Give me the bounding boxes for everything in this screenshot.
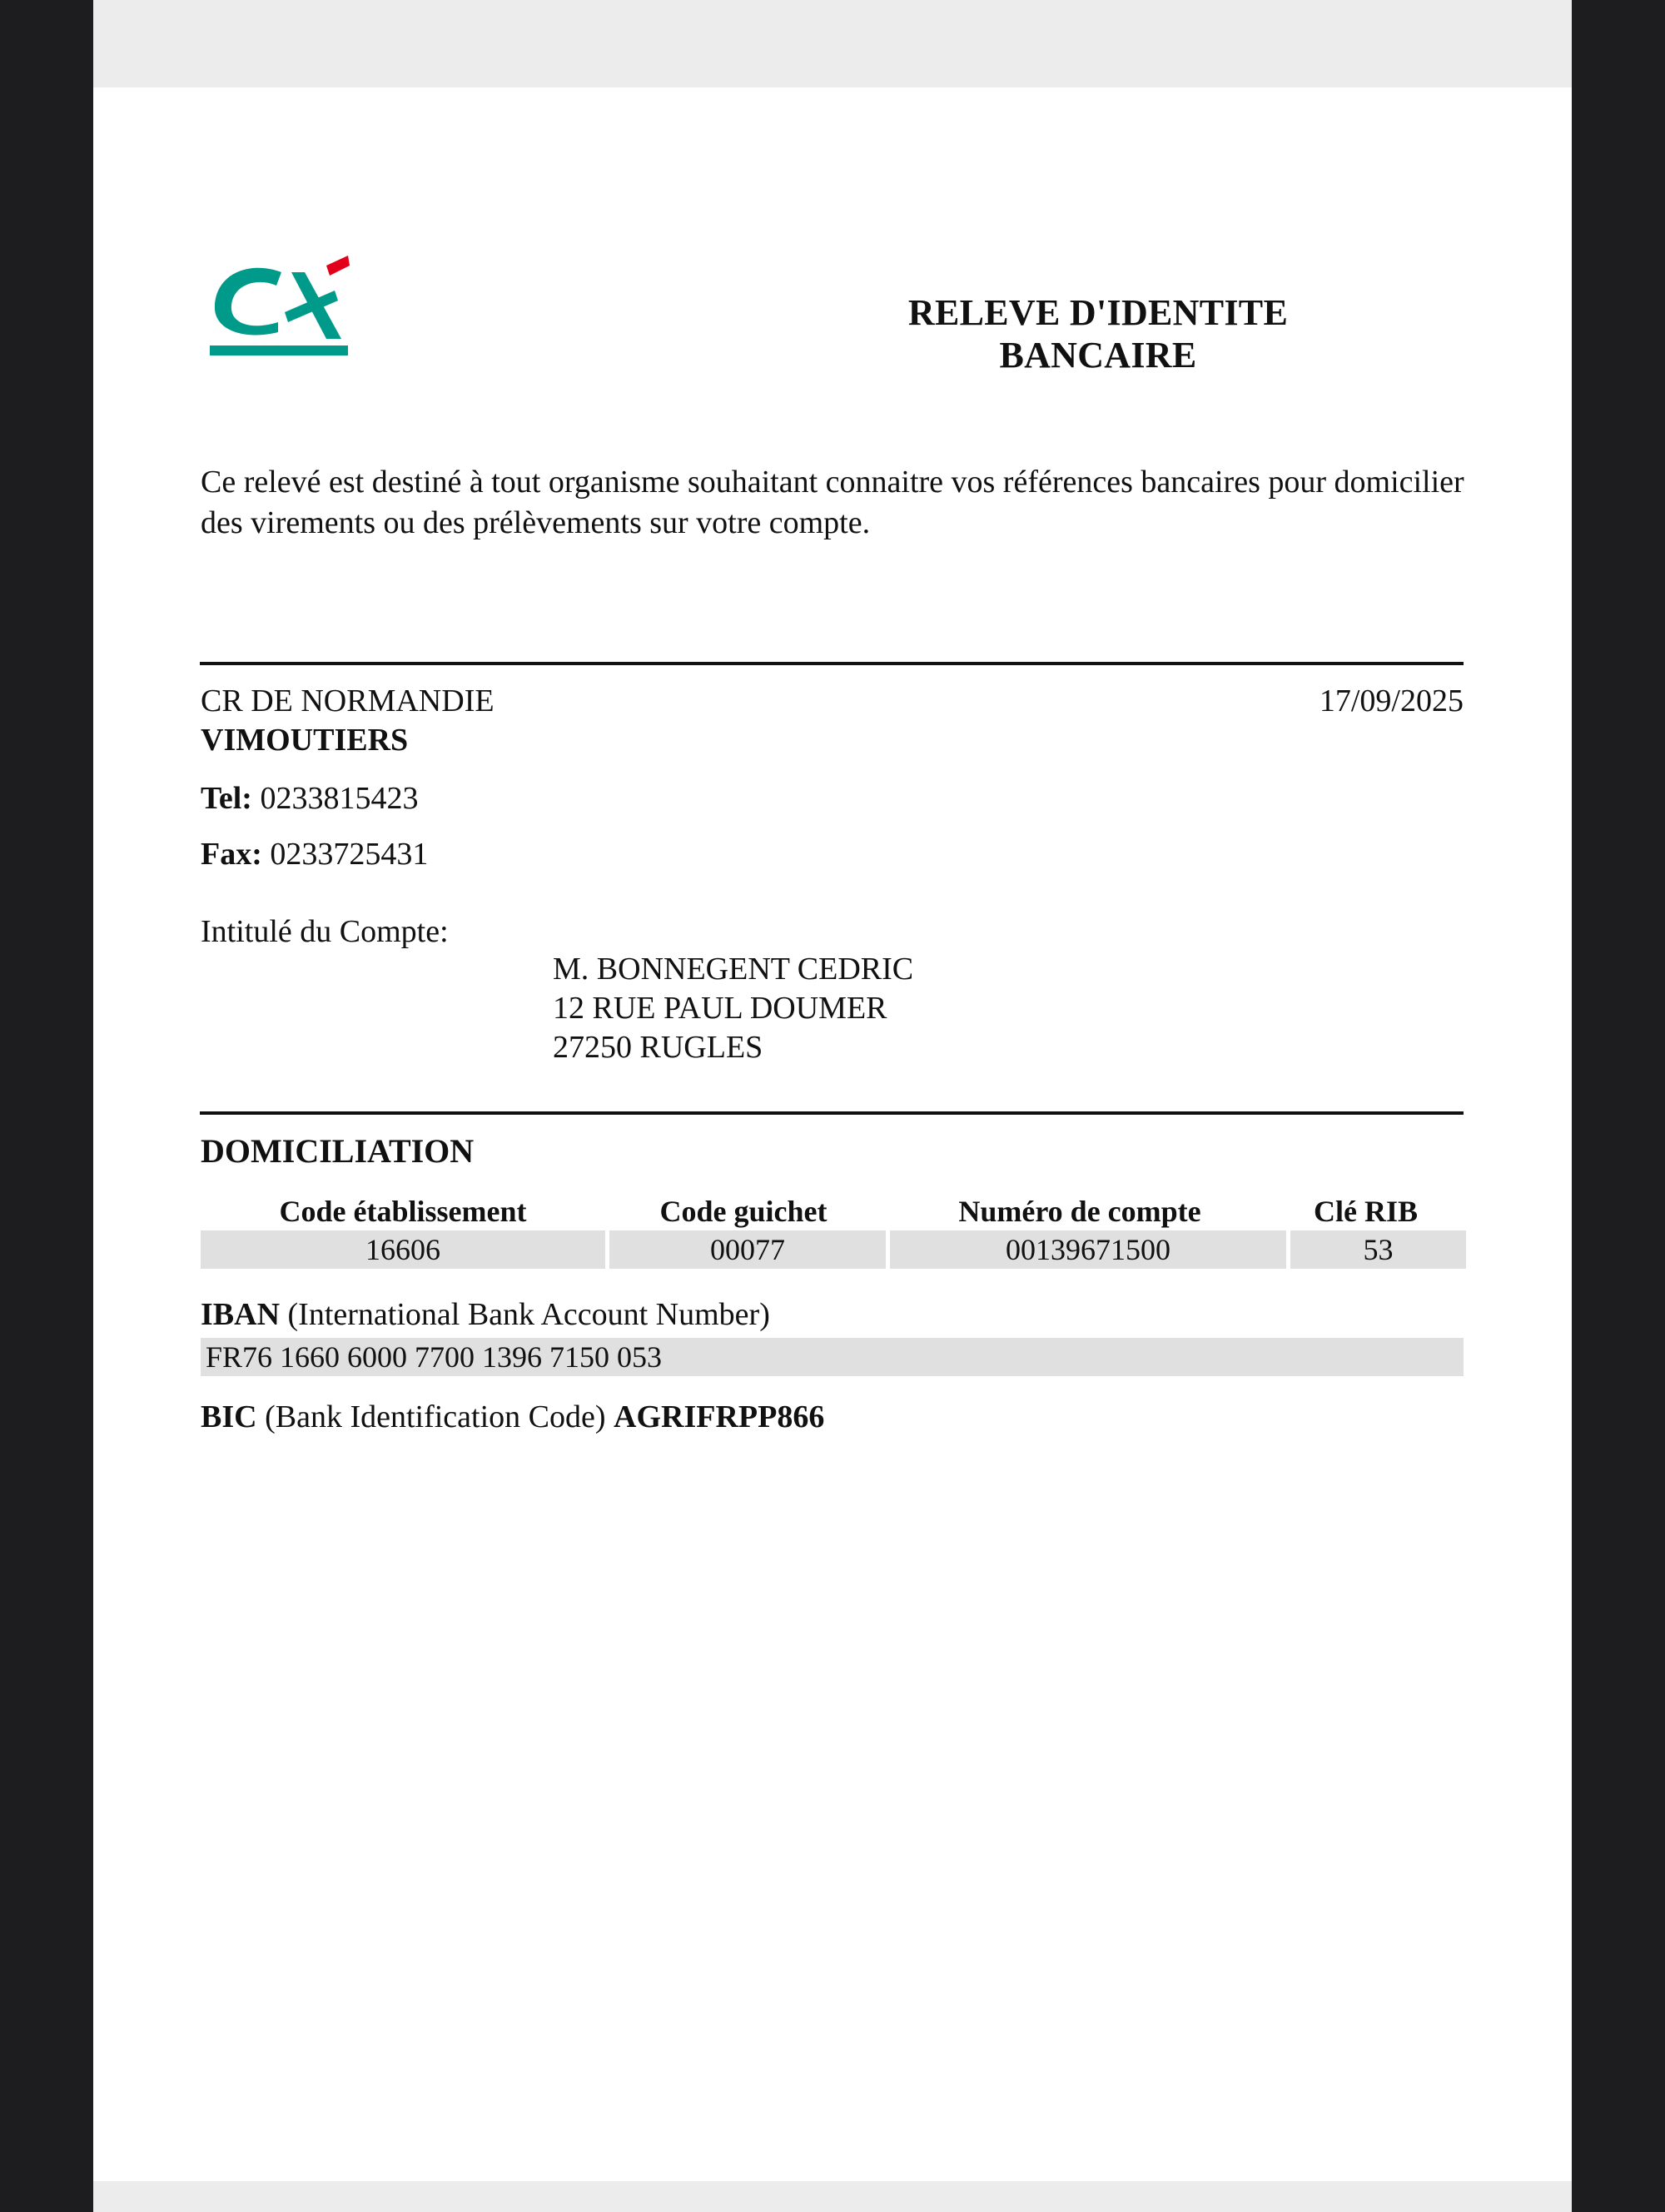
rib-table-header	[201, 1192, 1466, 1230]
account-address-line2: 27250 RUGLES	[553, 1030, 763, 1065]
header-code-guichet: Code guichet	[659, 1195, 828, 1228]
iban-value: FR76 1660 6000 7700 1396 7150 053	[201, 1338, 1464, 1376]
document-page	[93, 87, 1572, 2181]
bic-line	[201, 1399, 824, 1435]
header-numero-compte: Numéro de compte	[958, 1195, 1201, 1228]
phone-value: 0233815423	[260, 781, 419, 816]
bank-phone	[201, 780, 418, 817]
account-title-label: Intitulé du Compte:	[201, 914, 449, 949]
credit-agricole-logo	[201, 254, 351, 362]
iban-label-desc: (International Bank Account Number)	[287, 1297, 770, 1332]
document-title: RELEVE D'IDENTITE BANCAIRE	[907, 292, 1289, 375]
bic-label-short: BIC	[201, 1399, 257, 1434]
header-cle-rib: Clé RIB	[1314, 1195, 1418, 1228]
iban-label-short: IBAN	[201, 1297, 281, 1332]
bank-name: CR DE NORMANDIE	[201, 683, 495, 718]
divider	[200, 662, 1464, 665]
fax-value: 0233725431	[270, 837, 429, 872]
divider	[200, 1111, 1464, 1115]
iban-label	[201, 1296, 770, 1333]
intro-text: Ce relevé est destiné à tout organisme souhaitant connaitre vos références bancaires pour domicilier des virements ou des prélèvements sur votre compte.	[201, 465, 1464, 540]
account-holder-name: M. BONNEGENT CEDRIC	[553, 952, 914, 987]
header-code-etablissement: Code établissement	[279, 1195, 527, 1228]
phone-label: Tel:	[201, 781, 252, 816]
domiciliation-title: DOMICILIATION	[201, 1132, 475, 1170]
value-code-etablissement: 16606	[201, 1230, 605, 1269]
bank-fax	[201, 836, 428, 872]
value-numero-compte: 00139671500	[890, 1230, 1286, 1269]
bic-label-desc: (Bank Identification Code)	[265, 1399, 606, 1434]
account-holder-block	[553, 950, 913, 1067]
bic-value: AGRIFRPP866	[614, 1399, 825, 1434]
value-code-guichet: 00077	[609, 1230, 886, 1269]
bank-branch: VIMOUTIERS	[201, 723, 409, 758]
account-address-line1: 12 RUE PAUL DOUMER	[553, 991, 887, 1026]
fax-label: Fax:	[201, 837, 262, 872]
value-cle-rib: 53	[1290, 1230, 1466, 1269]
document-date: 17/09/2025	[1319, 683, 1464, 718]
rib-table-row	[201, 1230, 1466, 1269]
rib-table	[201, 1192, 1466, 1269]
